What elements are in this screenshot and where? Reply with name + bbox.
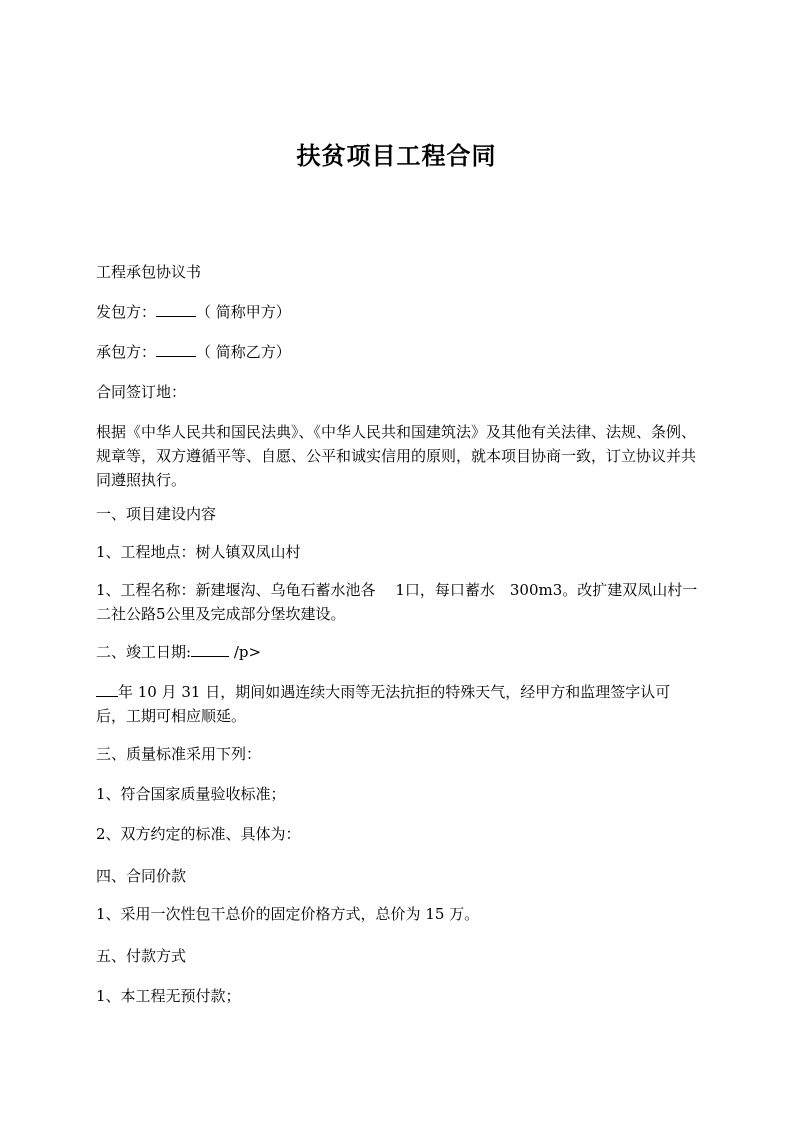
quality-item-2: 2、双方约定的标准、具体为： [96,825,301,843]
section-3-heading: 三、质量标准采用下列： [96,745,262,763]
completion-date-blank[interactable] [191,641,229,657]
quality-item-1: 1、符合国家质量验收标准； [96,785,286,803]
deadline-paragraph [96,680,698,728]
section-2-heading: 二、竣工日期: [96,643,192,661]
price-clause: 1、采用一次性包干总价的固定价格方式，总价为 15 万。 [96,905,480,923]
document-title: 扶贫项目工程合同 [296,142,497,170]
project-location: 1、工程地点：树人镇双凤山村 [96,543,301,561]
section-1-heading: 一、项目建设内容 [96,505,217,523]
project-name-paragraph: 1、工程名称：新建堰沟、乌龟石蓄水池各 1口，每口蓄水 300m3。改扩建双凤山村一二社公路5公里及完成部分堡坎建设。 [96,581,698,623]
agreement-heading: 工程承包协议书 [96,263,202,281]
section-4-heading: 四、合同价款 [96,867,187,885]
section-5-heading: 五、付款方式 [96,947,187,965]
section-2-line [96,640,698,664]
party-b-line [96,340,698,364]
party-a-label: 发包方： [96,303,157,321]
party-a-line [96,300,698,324]
year-blank[interactable] [96,681,118,697]
signing-place: 合同签订地： [96,383,187,401]
payment-clause-1: 1、本工程无预付款； [96,987,241,1005]
deadline-text: 年 10 月 31 日，期间如遇连续大雨等无法抗拒的特殊天气，经甲方和监理签字认可后，工期可相应顺延。 [96,683,671,725]
party-b-blank[interactable] [156,341,196,357]
preamble-paragraph: 根据《中华人民共和国民法典》、《中华人民共和国建筑法》及其他有关法律、法规、条例、规章等，双方遵循平等、自愿、公平和诚实信用的原则，就本项目协商一致，订立协议并共同遵照执行。 [96,423,697,489]
party-a-abbrev: （ 简称甲方） [196,303,291,321]
party-b-abbrev: （ 简称乙方） [196,343,291,361]
party-b-label: 承包方： [96,343,157,361]
section-2-artifact: /p> [229,643,262,661]
party-a-blank[interactable] [156,301,196,317]
